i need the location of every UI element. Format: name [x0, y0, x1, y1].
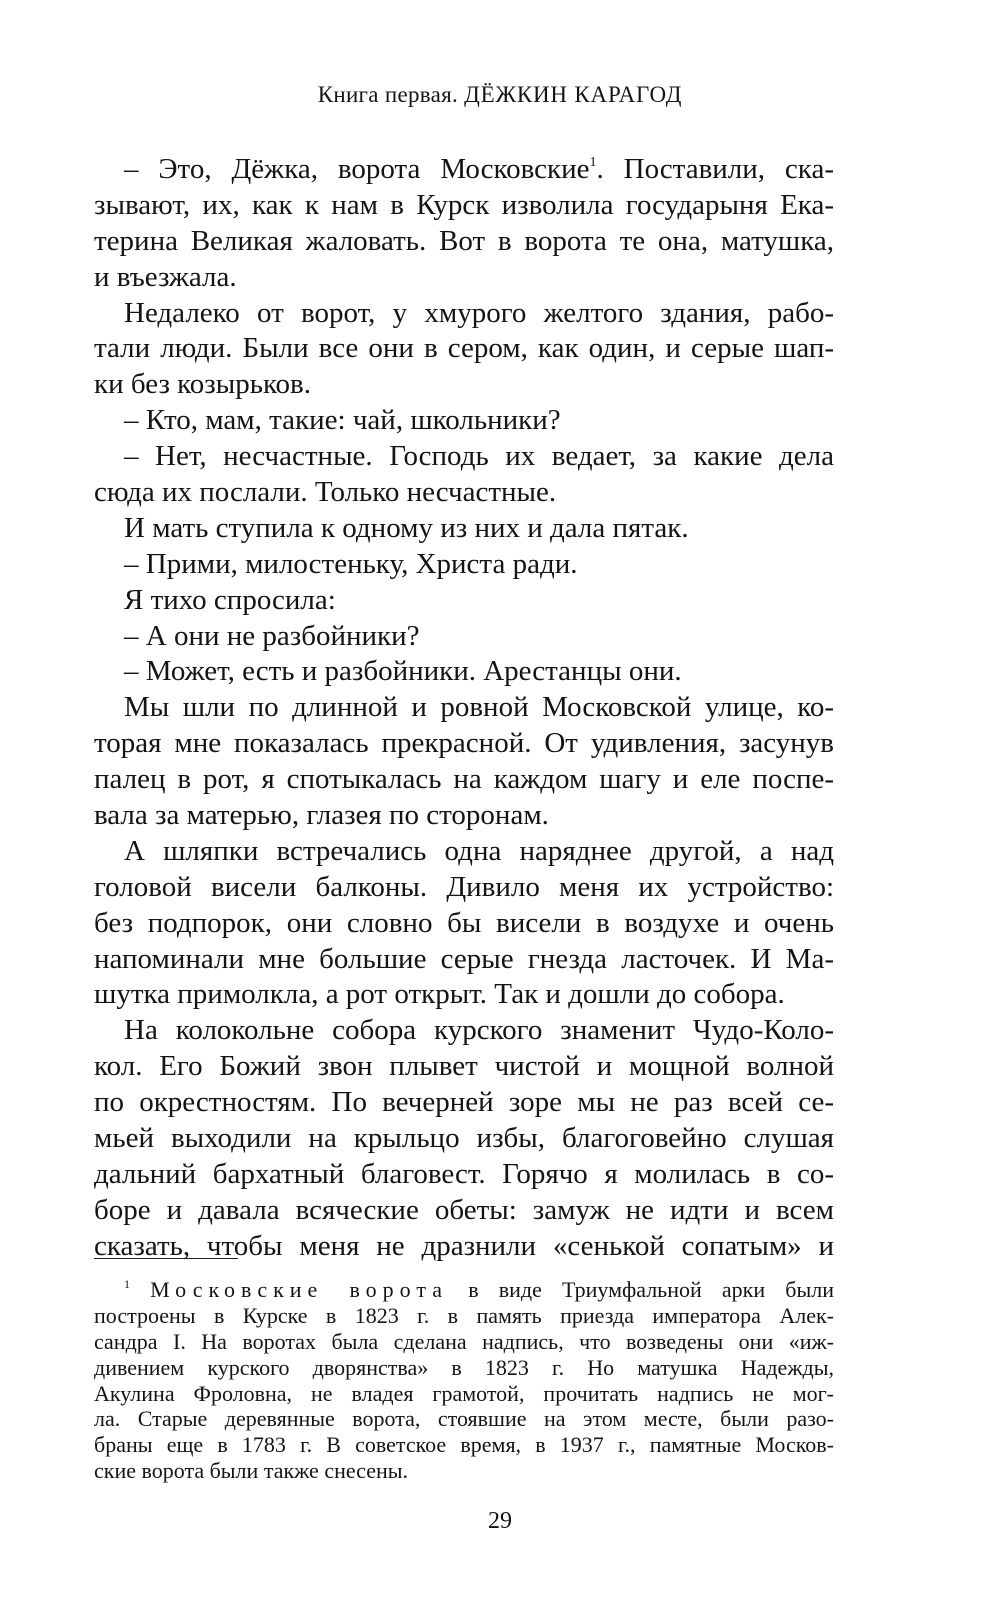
text-line: вала за матерью, глазея по сторонам. [94, 799, 549, 832]
text-line: – А они не разбойники? [124, 619, 420, 652]
text-line: зывают, их, как к нам в Курск изволила государыня Ека- [94, 188, 834, 221]
running-header [0, 82, 1000, 108]
text-line: – Нет, несчастные. Господь их ведает, за какие дела [124, 440, 834, 473]
footnote-line: сандра I. На воротах была сделана надпись, что возведены они «иж- [94, 1328, 834, 1354]
text-line: – Может, есть и разбойники. Арестанцы они. [124, 655, 682, 688]
text-line: Мы шли по длинной и ровной Московской улице, ко- [124, 691, 834, 724]
chapter-title: ДЁЖКИН КАРАГОД [464, 82, 683, 107]
footnote-line: браны еще в 1783 г. В советское время, в 1937 г., памятные Москов- [94, 1432, 834, 1458]
text-line: боре и давала всяческие обеты: замуж не идти и всем [94, 1193, 834, 1226]
text-line: И мать ступила к одному из них и дала пятак. [124, 511, 689, 544]
text-line: На колокольне собора курского знаменит Чудо-Коло- [124, 1014, 834, 1047]
text-line: без подпорок, они словно бы висели в воздухе и очень [94, 906, 834, 939]
text-line: напоминали мне большие серые гнезда ласточек. И Ма- [94, 942, 834, 975]
footnote-divider [94, 1258, 238, 1259]
text-line: – Прими, милостеньку, Христа ради. [124, 547, 578, 580]
footnote-line: ла. Старые деревянные ворота, стоявшие на этом месте, были разо- [94, 1406, 834, 1432]
text-line: ки без козырьков. [94, 368, 312, 401]
footnote-term: Московские ворота [150, 1277, 449, 1302]
text-line: торая мне показалась прекрасной. От удивления, засунув [94, 727, 834, 760]
text-line: Недалеко от ворот, у хмурого желтого здания, рабо- [124, 296, 834, 329]
text-line: головой висели балконы. Дивило меня их устройство: [94, 870, 834, 903]
text-line: – Кто, мам, такие: чай, школьники? [124, 404, 561, 437]
text-line: терина Великая жаловать. Вот в ворота те она, матушка, [94, 224, 834, 257]
footnote-reference[interactable]: 1 [589, 155, 597, 170]
text-line: Я тихо спросила: [124, 583, 336, 616]
text-line: дальний бархатный благовест. Горячо я молилась в со- [94, 1157, 834, 1190]
text-line: и въезжала. [94, 260, 237, 293]
text-line: тали люди. Были все они в сером, как один, и серые шап- [94, 332, 834, 365]
text-line: палец в рот, я спотыкалась на каждом шагу и еле поспе- [94, 763, 834, 796]
footnote-line: Акулина Фроловна, не владея грамотой, прочитать надпись не мог- [94, 1380, 834, 1406]
footnote-line: $^1$ Московские ворота в виде Триумфальной арки были [124, 1277, 834, 1302]
footnote-line: построены в Курске в 1823 г. в память приезда императора Алек- [94, 1302, 834, 1328]
text-line: шутка примолкла, а рот открыт. Так и дошли до собора. [94, 978, 785, 1011]
text-line: мьей выходили на крыльцо избы, благоговейно слушая [94, 1122, 834, 1155]
text-line: сказать, чтобы меня не дразнили «сенькой сопатым» и [94, 1229, 834, 1262]
text-line: А шляпки встречались одна наряднее другой, а над [124, 834, 834, 867]
main-text [94, 152, 834, 1265]
text-line: – Это, Дёжка, ворота Московские$^1$. Поставили, ска- [124, 153, 834, 185]
footnote-number: 1 [124, 1277, 130, 1291]
footnote-line: дивением курского дворянства» в 1823 г. Но матушка Надежды, [94, 1354, 834, 1380]
text-line: кол. Его Божий звон плывет чистой и мощной волной [94, 1050, 834, 1083]
book-label: Книга первая. [317, 82, 459, 107]
footnote [94, 1277, 834, 1484]
text-line: сюда их послали. Только несчастные. [94, 476, 557, 509]
footnote-line: ские ворота были также снесены. [94, 1458, 409, 1484]
page-number: 29 [488, 1508, 512, 1534]
text-line: по окрестностям. По вечерней зоре мы не раз всей се- [94, 1086, 834, 1119]
